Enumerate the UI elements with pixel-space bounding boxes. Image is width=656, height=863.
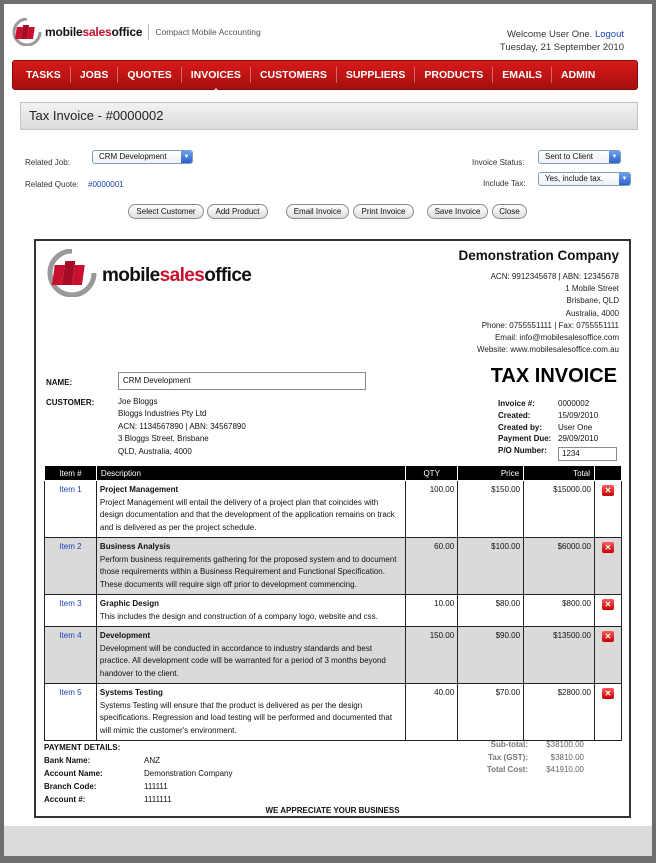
related-job-select[interactable] (92, 150, 193, 164)
invoice-no-label: Invoice #: (498, 399, 535, 408)
branch-code-label: Branch Code: (44, 782, 97, 791)
name-label: NAME: (46, 378, 73, 387)
total-label: Total Cost: (486, 765, 528, 774)
invoice-status-value: Sent to Client (545, 152, 594, 161)
main-nav (12, 60, 638, 90)
col-description: Description (96, 466, 405, 481)
item-qty: 40.00 (406, 684, 458, 741)
table-row (45, 627, 622, 684)
created-by-label: Created by: (498, 422, 543, 432)
item-price: $100.00 (458, 538, 524, 595)
created-label: Created: (498, 410, 531, 420)
chevron-down-icon: ▼ (609, 151, 620, 163)
company-acn-abn: ACN: 9912345678 | ABN: 12345678 (490, 272, 619, 281)
close-button[interactable]: Close (492, 204, 527, 219)
tagline: Compact Mobile Accounting (155, 27, 261, 37)
divider (148, 24, 149, 40)
company-street: 1 Mobile Street (565, 284, 619, 294)
table-row (45, 538, 622, 595)
account-no: 1111111 (144, 795, 172, 804)
item-description (96, 481, 405, 538)
total-value: $41910.00 (546, 765, 584, 774)
item-price: $80.00 (458, 595, 524, 627)
item-total: $800.00 (524, 595, 595, 627)
related-job-label: Related Job: (25, 158, 70, 167)
created-by: User One (558, 422, 593, 432)
delete-cell (594, 538, 621, 595)
delete-icon[interactable]: ✕ (602, 599, 614, 610)
welcome-text: Welcome User One. (506, 29, 593, 40)
delete-icon[interactable]: ✕ (602, 688, 614, 699)
table-row (45, 481, 622, 538)
logout-link[interactable]: Logout (594, 29, 624, 40)
payment-due: 29/09/2010 (558, 434, 599, 444)
delete-icon[interactable]: ✕ (602, 485, 614, 496)
col-total: Total (524, 466, 595, 481)
item-desc: Perform business requirements gathering for the proposed system and to document those requirements within a Business Requirement and Functional Specification. These documents will require sign off prior to development commencing. (99, 554, 397, 589)
customer-line: ACN: 1134567890 | ABN: 34567890 (118, 421, 246, 431)
table-row (45, 684, 622, 741)
item-title: Business Analysis (99, 542, 171, 551)
item-link[interactable]: Item 1 (45, 481, 97, 538)
item-qty: 10.00 (406, 595, 458, 627)
footer-band (4, 826, 652, 856)
subtotal-value: $38100.00 (546, 740, 584, 749)
col-qty: QTY (406, 466, 458, 481)
delete-cell (594, 684, 621, 741)
item-desc: Systems Testing will ensure that the product is delivered as per the design specifications. Regression and load testing will be performed and documented that will mimic the customer's environment. (99, 700, 393, 735)
customer-line: QLD, Australia, 4000 (118, 446, 192, 456)
appreciation-footer: WE APPRECIATE YOUR BUSINESS (265, 806, 400, 815)
item-total: $2800.00 (524, 684, 595, 741)
nav-emails[interactable]: EMAILS (493, 67, 552, 83)
nav-jobs[interactable]: JOBS (71, 67, 119, 83)
item-title: Graphic Design (99, 599, 160, 608)
app-page (4, 4, 652, 826)
print-invoice-button[interactable]: Print Invoice (353, 204, 414, 219)
nav-invoices[interactable]: INVOICES (182, 67, 251, 83)
invoice-totals (456, 739, 584, 777)
doc-title: TAX INVOICE (490, 365, 617, 387)
save-invoice-button[interactable]: Save Invoice (427, 204, 488, 219)
delete-cell (594, 481, 621, 538)
mso-logo-icon (12, 18, 42, 46)
po-label: P/O Number: (498, 446, 547, 456)
item-total: $13500.00 (524, 627, 595, 684)
company-email: Email: info@mobilesalesoffice.com (494, 333, 619, 343)
nav-suppliers[interactable]: SUPPLIERS (337, 67, 416, 83)
item-description (96, 595, 405, 627)
item-title: Systems Testing (99, 688, 163, 697)
bank-name-label: Bank Name: (44, 756, 91, 765)
include-tax-value: Yes, include tax. (545, 174, 603, 183)
item-description (96, 538, 405, 595)
item-link[interactable]: Item 5 (45, 684, 97, 741)
nav-tasks[interactable]: TASKS (17, 67, 71, 83)
po-number-field[interactable]: 1234 (558, 447, 617, 461)
col-price: Price (458, 466, 524, 481)
page-title: Tax Invoice - #0000002 (20, 102, 638, 130)
account-no-label: Account #: (44, 795, 86, 804)
subtotal-label: Sub-total: (490, 740, 528, 749)
related-quote-link[interactable]: #0000001 (88, 180, 124, 189)
chevron-down-icon: ▼ (181, 151, 192, 163)
payment-details (44, 741, 232, 806)
brand-name: mobilesalesoffice (45, 25, 143, 39)
company-name: Demonstration Company (458, 248, 619, 263)
delete-icon[interactable]: ✕ (602, 631, 614, 642)
created-date: 15/09/2010 (558, 410, 599, 420)
related-job-value: CRM Development (99, 152, 167, 161)
customer-line: Joe Bloggs (118, 397, 158, 406)
current-date: Tuesday, 21 September 2010 (499, 42, 624, 53)
item-desc: This includes the design and construction of a company logo, website and css. (99, 611, 378, 621)
item-link[interactable]: Item 2 (45, 538, 97, 595)
account-name-label: Account Name: (44, 769, 103, 778)
nav-customers[interactable]: CUSTOMERS (251, 67, 337, 83)
item-qty: 100.00 (406, 481, 458, 538)
col-delete (594, 466, 621, 481)
item-link[interactable]: Item 3 (45, 595, 97, 627)
item-price: $150.00 (458, 481, 524, 538)
nav-products[interactable]: PRODUCTS (415, 67, 493, 83)
item-desc: Development will be conducted in accordance to industry standards and best practice. All development code will be warranted for a period of 3 months beyond handover to the client. (99, 643, 386, 678)
tax-label: Tax (GST): (488, 752, 528, 762)
item-price: $70.00 (458, 684, 524, 741)
item-total: $6000.00 (524, 538, 595, 595)
col-item: Item # (45, 466, 97, 481)
invoice-logo (46, 249, 251, 302)
invoice-document (34, 239, 631, 818)
invoice-status-label: Invoice Status: (472, 158, 525, 167)
invoice-logo-name: mobilesalesoffice (102, 264, 252, 286)
delete-icon[interactable]: ✕ (602, 542, 614, 553)
chevron-down-icon: ▼ (619, 173, 630, 185)
item-description (96, 627, 405, 684)
company-details (458, 247, 619, 356)
item-qty: 60.00 (406, 538, 458, 595)
table-row (45, 595, 622, 627)
item-link[interactable]: Item 4 (45, 627, 97, 684)
related-quote-label: Related Quote: (25, 180, 79, 189)
item-desc: Project Management will entail the delivery of a project plan that coincides with design documentation and that the development of the application remains on track and is delivered as per the project schedule. (99, 497, 395, 532)
include-tax-label: Include Tax: (483, 179, 526, 188)
item-title: Project Management (99, 485, 179, 494)
email-invoice-button[interactable]: Email Invoice (286, 204, 349, 219)
nav-admin[interactable]: ADMIN (560, 69, 596, 81)
table-header (45, 466, 622, 481)
item-price: $90.00 (458, 627, 524, 684)
welcome-panel (500, 28, 624, 54)
customer-label: CUSTOMER: (46, 398, 95, 407)
item-qty: 150.00 (406, 627, 458, 684)
company-state: Australia, 4000 (565, 308, 619, 318)
customer-line: Bloggs Industries Pty Ltd (118, 409, 207, 419)
customer-line: 3 Bloggs Street, Brisbane (118, 434, 209, 444)
mso-logo-icon (46, 249, 98, 302)
tax-value: $3810.00 (550, 752, 584, 762)
account-name: Demonstration Company (144, 769, 233, 778)
payment-due-label: Payment Due: (498, 434, 552, 444)
nav-quotes[interactable]: QUOTES (118, 67, 181, 83)
delete-cell (594, 595, 621, 627)
item-description (96, 684, 405, 741)
payment-heading: PAYMENT DETAILS: (44, 743, 121, 752)
invoice-name-field[interactable]: CRM Development (118, 372, 366, 390)
bank-name: ANZ (144, 756, 160, 765)
company-website: Website: www.mobilesalesoffice.com.au (477, 345, 619, 355)
item-title: Development (99, 631, 151, 640)
include-tax-select[interactable] (538, 172, 631, 186)
customer-details (118, 396, 246, 458)
items-table (44, 465, 622, 741)
brand[interactable] (12, 18, 261, 46)
item-total: $15000.00 (524, 481, 595, 538)
company-phone-fax: Phone: 0755551111 | Fax: 0755551111 (481, 320, 619, 330)
company-city: Brisbane, QLD (566, 296, 619, 306)
branch-code: 111111 (144, 782, 168, 791)
invoice-no: 0000002 (558, 399, 590, 408)
invoice-status-select[interactable] (538, 150, 621, 164)
delete-cell (594, 627, 621, 684)
add-product-button[interactable]: Add Product (207, 204, 268, 219)
select-customer-button[interactable]: Select Customer (128, 204, 204, 219)
